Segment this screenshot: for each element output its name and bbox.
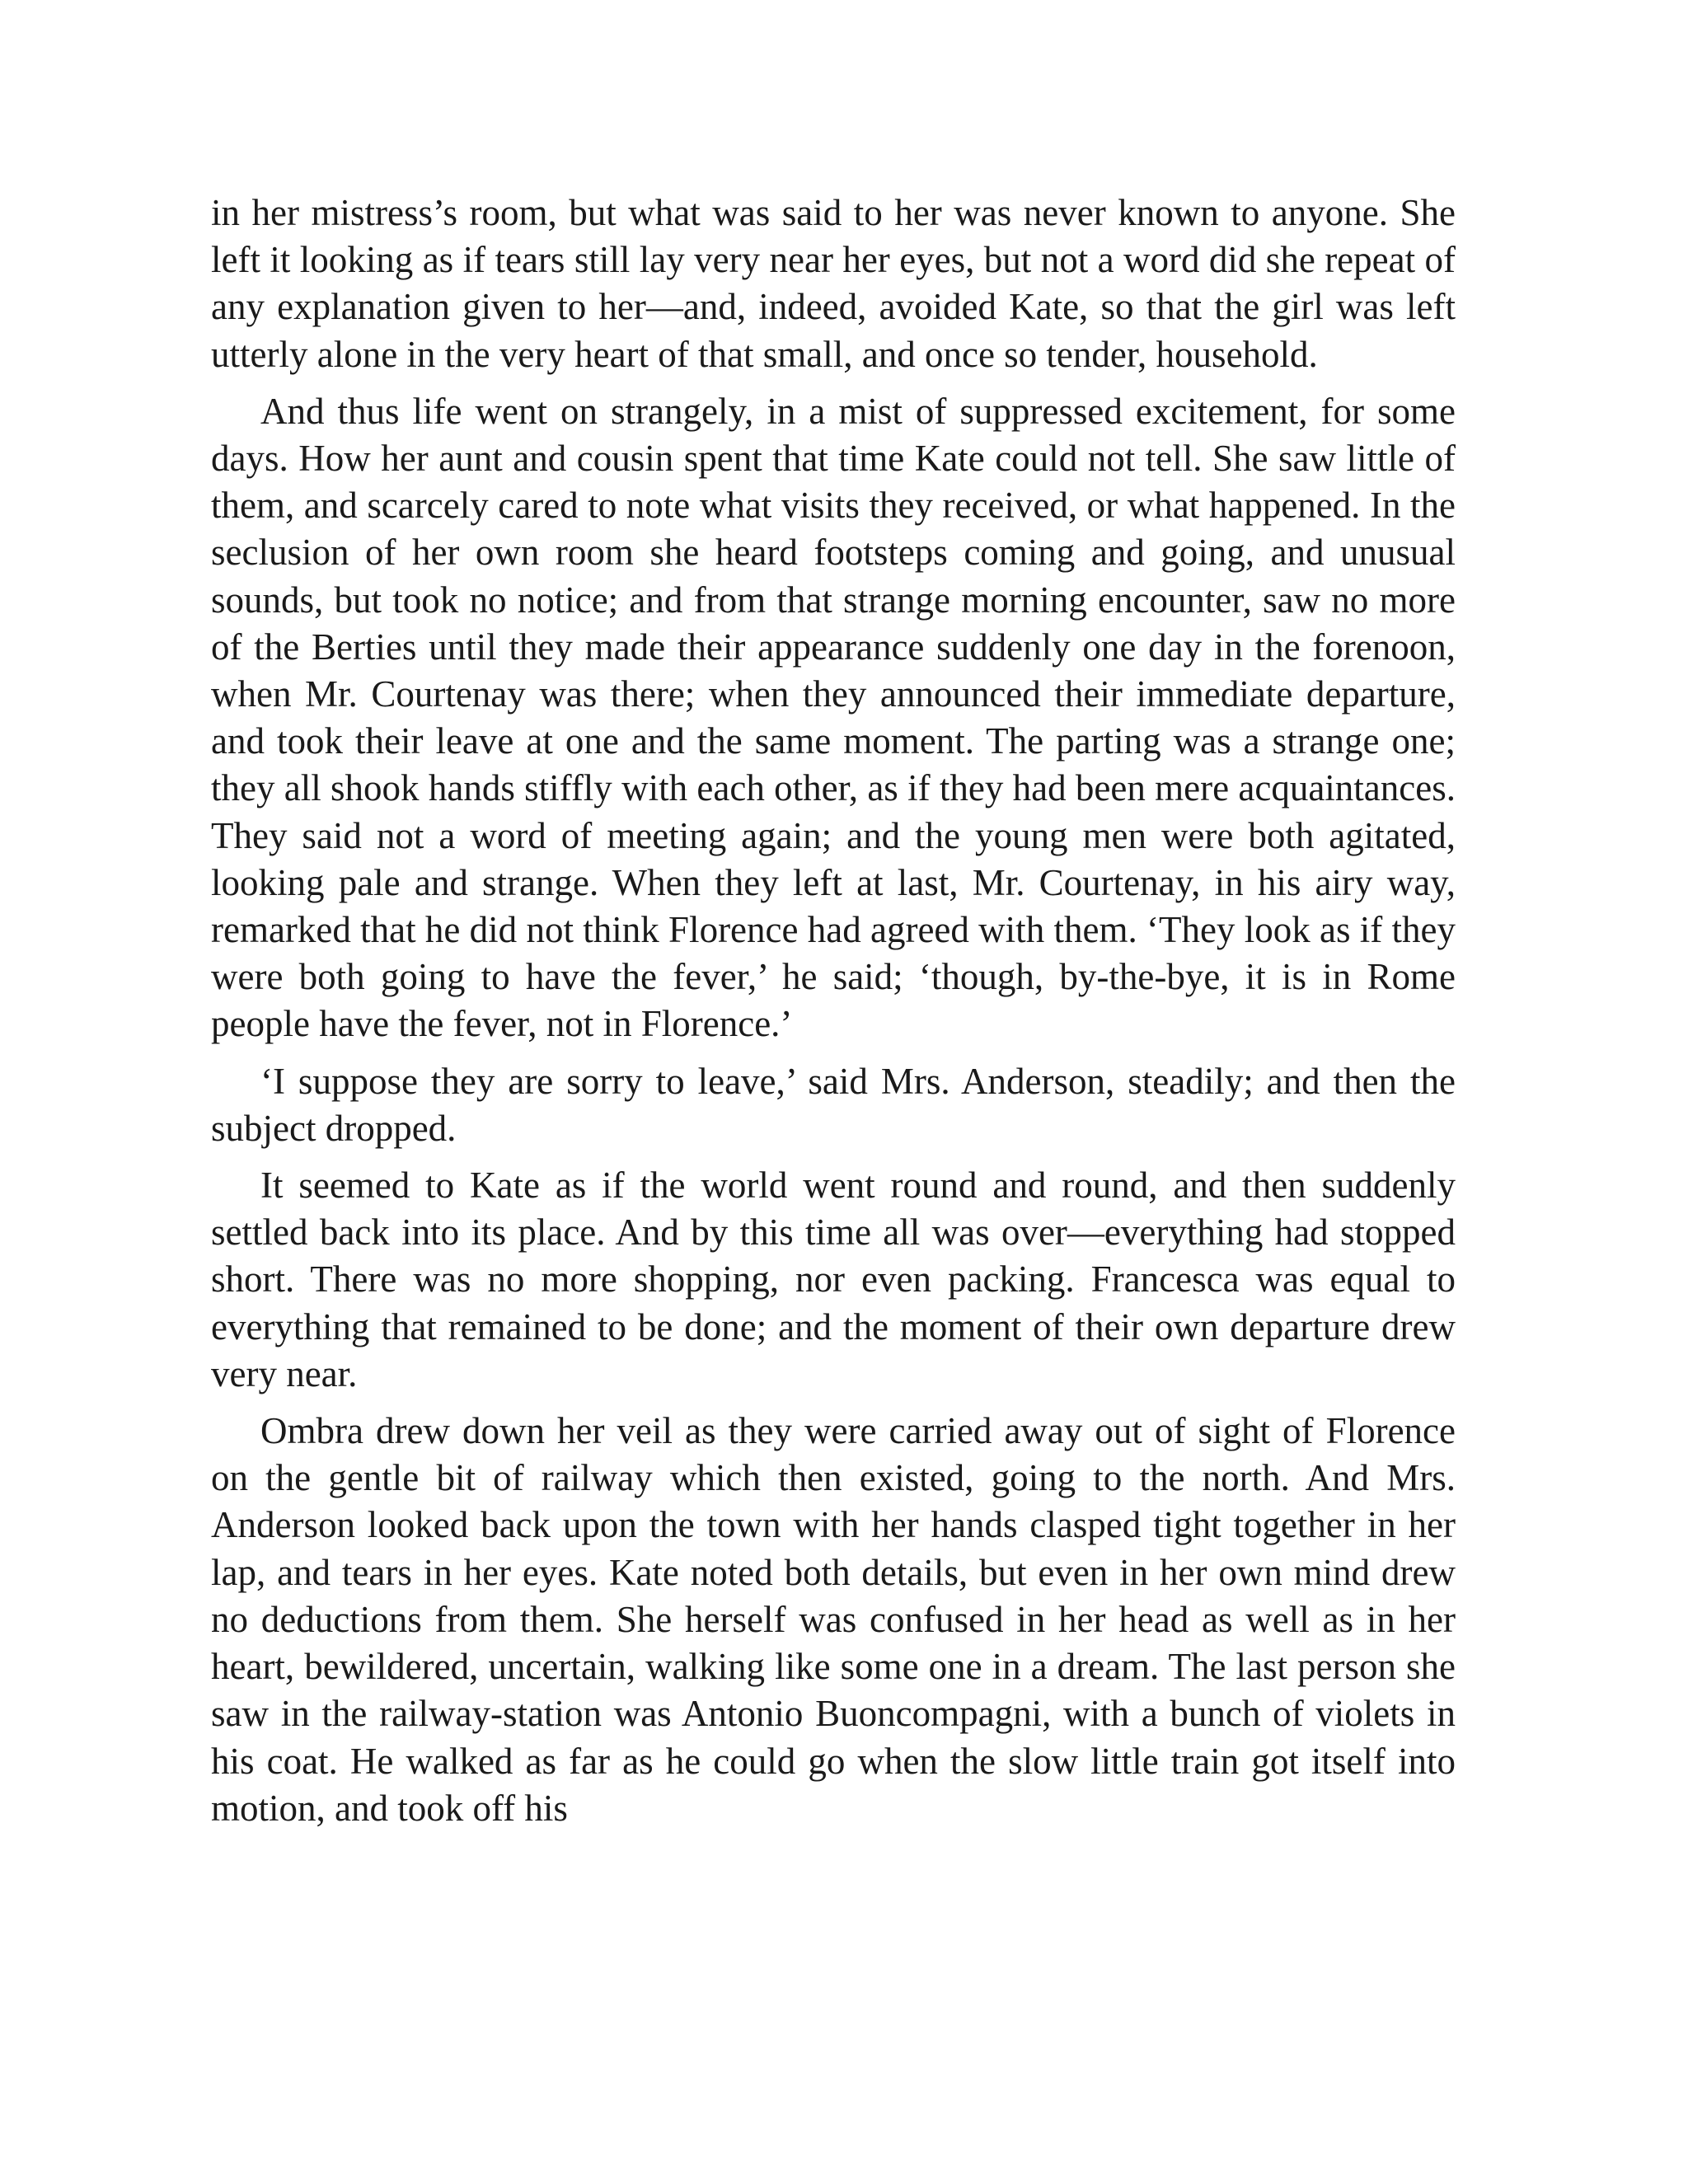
page-text bbox=[211, 190, 1456, 1842]
paragraph-5: Ombra drew down her veil as they were carried away out of sight of Florence on the gentle bit of railway which then existed, going to the north. And Mrs. Anderson looked back upon the town with her hands clasped tight together in her lap, and tears in her eyes. Kate noted both details, but even in her own mind drew no deductions from them. She herself was confused in her head as well as in her heart, bewildered, uncertain, walking like some one in a dream. The last person she saw in the railway-station was Antonio Buoncompagni, with a bunch of violets in his coat. He walked as far as he could go when the slow little train got itself into motion, and took off his bbox=[211, 1410, 1456, 1829]
paragraph-3: ‘I suppose they are sorry to leave,’ said Mrs. Anderson, steadily; and then the subject dropped. bbox=[211, 1060, 1456, 1149]
paragraph-2: And thus life went on strangely, in a mist of suppressed excitement, for some days. How her aunt and cousin spent that time Kate could not tell. She saw little of them, and scarcely cared to note what visits they received, or what happened. In the seclusion of her own room she heard footsteps coming and going, and unusual sounds, but took no notice; and from that strange morning encounter, saw no more of the Berties until they made their appearance suddenly one day in the forenoon, when Mr. Courtenay was there; when they announced their immediate departure, and took their leave at one and the same moment. The parting was a strange one; they all shook hands stiffly with each other, as if they had been mere acquaintances. They said not a word of meeting again; and the young men were both agitated, looking pale and strange. When they left at last, Mr. Courtenay, in his airy way, remarked that he did not think Florence had agreed with them. ‘They look as if they were both going to have the fever,’ he said; ‘though, by-the-bye, it is in Rome people have the fever, not in Florence.’ bbox=[211, 390, 1456, 1045]
paragraph-4: It seemed to Kate as if the world went round and round, and then suddenly settled back into its place. And by this time all was over—everything had stopped short. There was no more shopping, nor even packing. Francesca was equal to everything that remained to be done; and the moment of their own departure drew very near. bbox=[211, 1165, 1456, 1394]
paragraph-1: in her mistress’s room, but what was said to her was never known to anyone. She left it looking as if tears still lay very near her eyes, but not a word did she repeat of any explanation given to her—and, indeed, avoided Kate, so that the girl was left utterly alone in the very heart of that small, and once so tender, household. bbox=[211, 192, 1456, 375]
